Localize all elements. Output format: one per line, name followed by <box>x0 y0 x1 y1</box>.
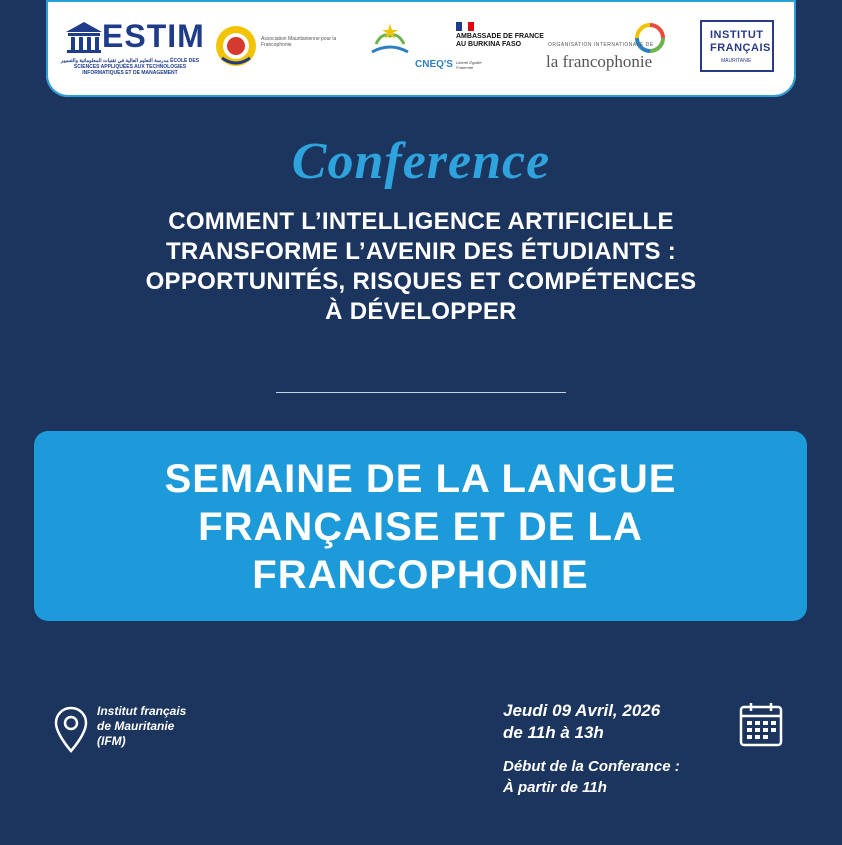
event-banner-line: FRANÇAISE ET DE LA <box>198 505 643 549</box>
estim-building-icon <box>64 20 104 54</box>
marianne-flag-icon <box>456 22 474 31</box>
ambassade-motto: Liberté Égalité Fraternité <box>456 60 482 70</box>
conference-title-line: OPPORTUNITÉS, RISQUES ET COMPÉTENCES <box>145 268 697 295</box>
oif-logo-smalltext: ORGANISATION INTERNATIONALE DE <box>548 42 654 48</box>
cneqs-emblem-icon <box>364 22 416 60</box>
partner-logo-bar <box>46 0 796 97</box>
association-emblem-icon <box>214 24 258 68</box>
event-banner-line: SEMAINE DE LA LANGUE <box>164 457 677 501</box>
institut-francais-line2: FRANÇAIS <box>710 42 771 54</box>
conference-title <box>0 207 842 327</box>
conference-title-line: TRANSFORME L’AVENIR DES ÉTUDIANTS : <box>165 238 677 265</box>
francophonie-ring-icon <box>634 22 666 54</box>
location-line: de Mauritanie <box>97 719 175 733</box>
event-start <box>503 756 680 798</box>
conference-title-line: COMMENT L’INTELLIGENCE ARTIFICIELLE <box>168 208 674 235</box>
oif-logo-wordmark: la francophonie <box>546 52 653 71</box>
cneqs-logo-text: CNEQ'S <box>415 59 453 70</box>
calendar-icon <box>738 701 784 747</box>
event-banner-line: FRANCOPHONIE <box>252 553 589 597</box>
conference-title-line: À DÉVELOPPER <box>325 298 517 325</box>
location-line: Institut français <box>97 704 187 718</box>
section-divider <box>276 392 566 393</box>
institut-francais-line3: MAURITANIE <box>721 58 752 64</box>
event-start-label: Début de la Conferance : <box>503 758 680 775</box>
event-date-line: Jeudi 09 Avril, 2026 <box>503 701 661 720</box>
estim-logo-wordmark: ESTIM <box>102 18 205 54</box>
location-line: (IFM) <box>97 734 126 748</box>
map-pin-icon <box>54 706 88 754</box>
ambassade-logo-text: AMBASSADE DE FRANCE AU BURKINA FASO <box>456 33 544 48</box>
location-text <box>97 704 186 749</box>
event-banner-text <box>34 455 807 599</box>
conference-heading: Conference <box>291 133 551 190</box>
event-banner <box>34 431 807 621</box>
event-date <box>503 700 660 744</box>
association-logo-text: Association Mauritanienne pour la Francophonie <box>261 36 337 48</box>
event-time-line: de 11h à 13h <box>503 723 604 742</box>
institut-francais-line1: INSTITUT <box>710 29 764 41</box>
institut-francais-logo <box>700 20 774 72</box>
event-start-time: À partir de 11h <box>503 779 607 796</box>
estim-logo-subtitle: مدرسة التعليم العالية في تقنيات المعلوماتية والتسيير ÉCOLE DES SCIENCES APPLIQUÉES AUX TECHNOLOGIES INFORMATIQUES ET DE MANAGEMENT <box>60 58 200 76</box>
